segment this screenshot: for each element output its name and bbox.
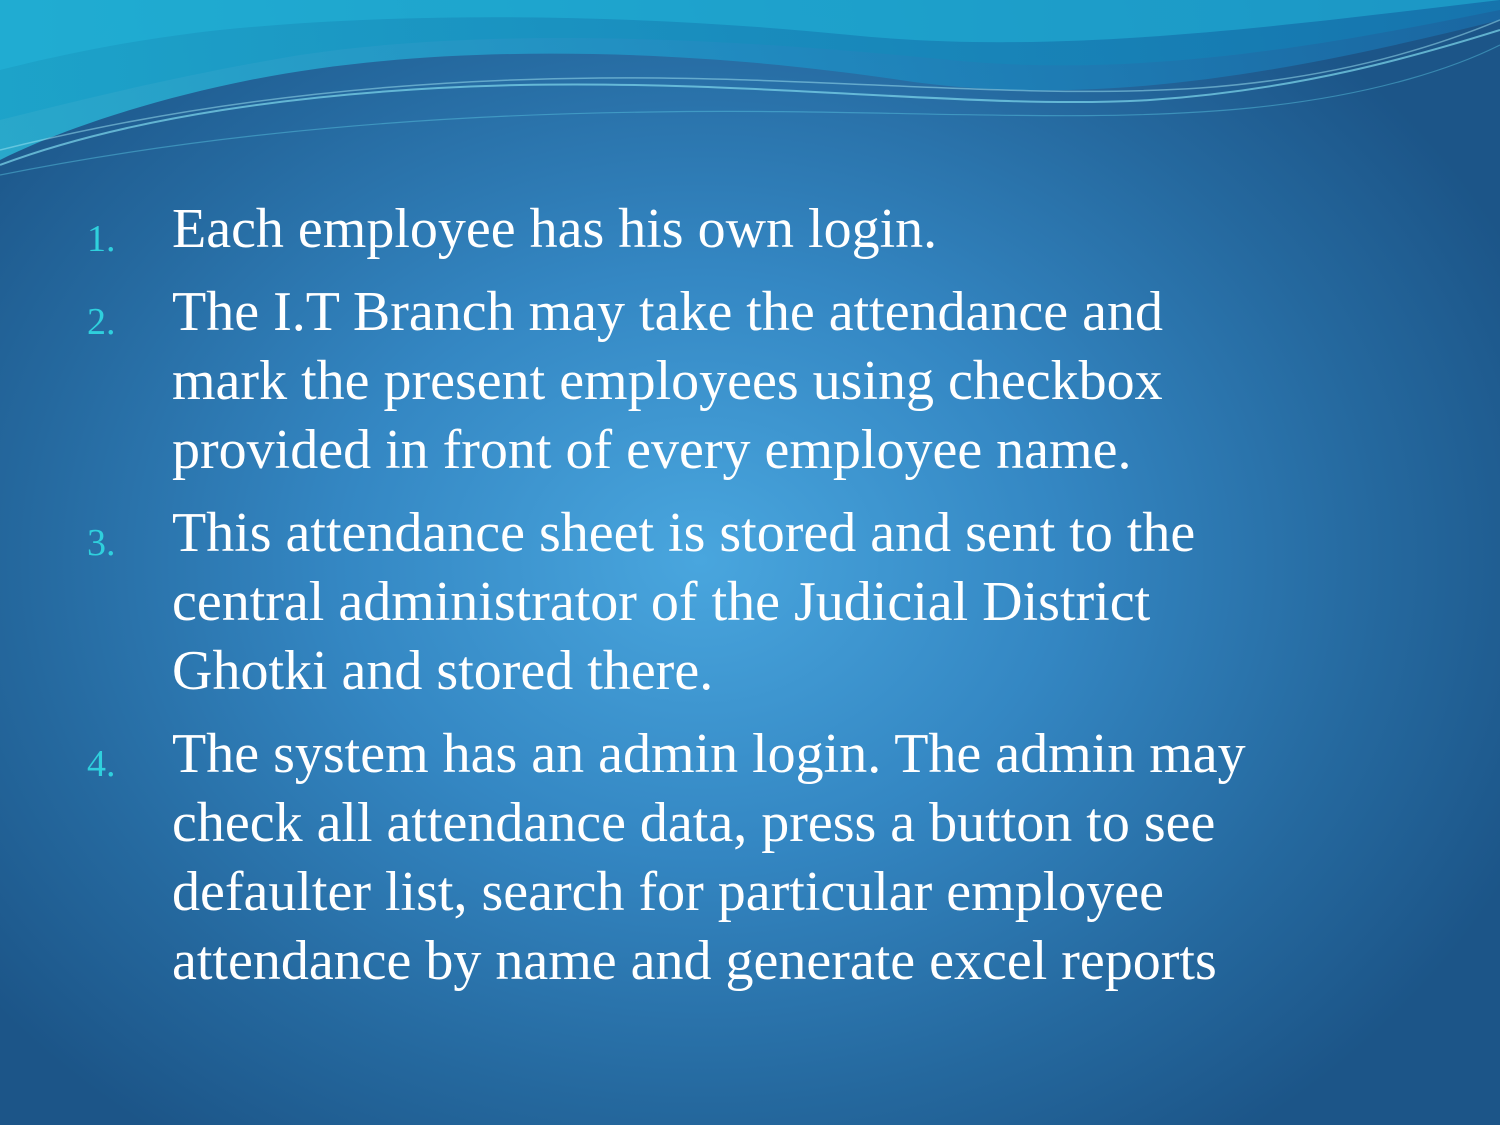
list-item-number: 1. <box>87 218 116 260</box>
list-item <box>0 499 1500 706</box>
list-item <box>0 720 1500 996</box>
bullet-list <box>0 195 1500 1010</box>
list-item-number: 3. <box>87 522 116 564</box>
list-item-text: This attendance sheet is stored and sent to the central administrator of the Judicial District Ghotki and stored there. <box>172 502 1196 702</box>
list-item-text: The I.T Branch may take the attendance and mark the present employees using checkbox provided in front of every employee name. <box>172 281 1163 481</box>
list-item-text: Each employee has his own login. <box>172 198 938 260</box>
list-item-number: 2. <box>87 301 116 343</box>
list-item-text: The system has an admin login. The admin may check all attendance data, press a button to see defaulter list, search for particular employee attendance by name and generate excel reports <box>172 723 1246 992</box>
list-item <box>0 278 1500 485</box>
list-item-number: 4. <box>87 743 116 785</box>
list-item <box>0 195 1500 264</box>
